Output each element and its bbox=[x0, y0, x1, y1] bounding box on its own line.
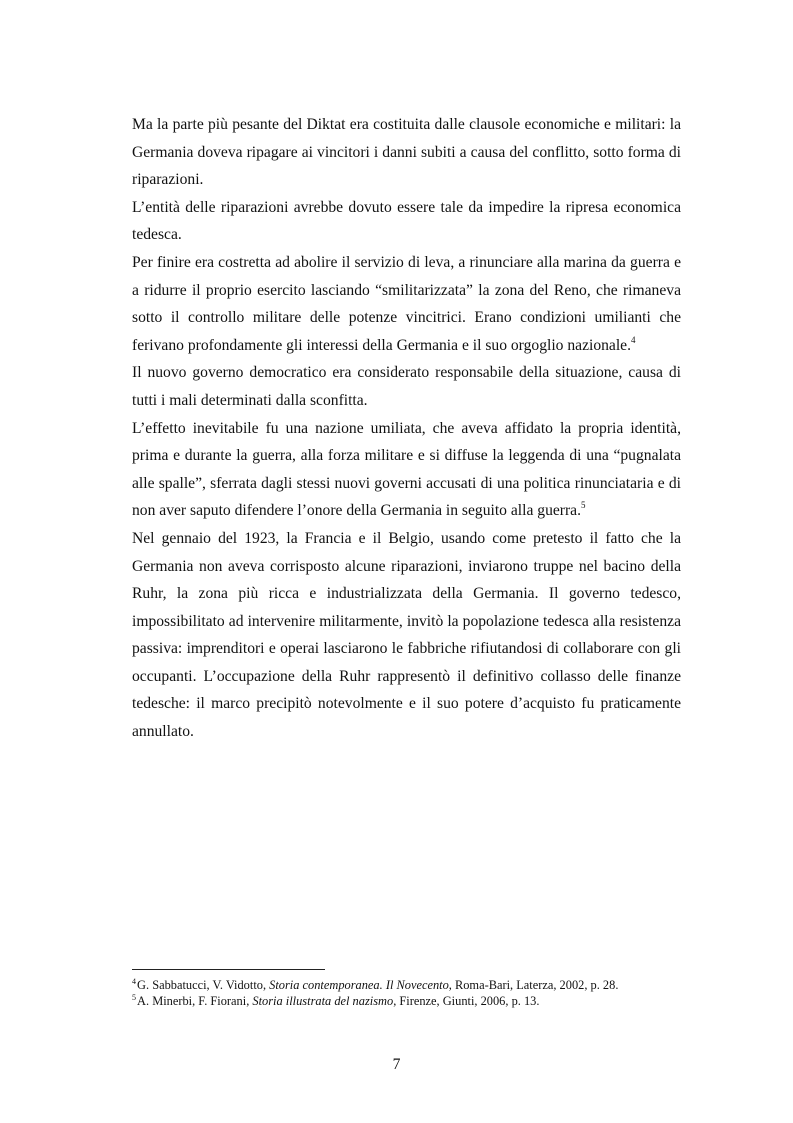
footnote-number: 4 bbox=[132, 977, 136, 986]
footnote-title: Storia contemporanea. Il Novecento bbox=[269, 978, 449, 992]
paragraph: Il nuovo governo democratico era considerato responsabile della situazione, causa di tutti i mali determinati dalla sconfitta. bbox=[132, 364, 681, 409]
paragraph: Nel gennaio del 1923, la Francia e il Belgio, usando come pretesto il fatto che la Germania non aveva corrisposto alcune riparazioni, inviarono truppe nel bacino della Ruhr, la zona più ricca e industrializzata della Germania. Il governo tedesco, impossibilitato ad intervenire militarmente, invitò la popolazione tedesca alla resistenza passiva: imprenditori e operai lasciarono le fabbriche rifiutandosi di collaborare con gli occupanti. L’occupazione della Ruhr rappresentò il definitivo collasso delle finanze tedesche: il marco precipitò notevolmente e il suo potere d’acquisto fu praticamente annullato. bbox=[132, 529, 681, 741]
footnote-separator bbox=[132, 969, 325, 970]
footnotes bbox=[132, 977, 692, 1009]
footnote bbox=[132, 977, 692, 993]
footnote-title: Storia illustrata del nazismo bbox=[252, 994, 394, 1008]
footnote-number: 5 bbox=[132, 993, 136, 1002]
footnote-authors: A. Minerbi, F. Fiorani, bbox=[137, 994, 253, 1008]
footnote-publication: , Roma-Bari, Laterza, 2002, p. 28. bbox=[448, 978, 619, 992]
paragraph: Per finire era costretta ad abolire il servizio di leva, a rinunciare alla marina da guerra e a ridurre il proprio esercito lasciando “smilitarizzata” la zona del Reno, che rimaneva sotto il controllo militare delle potenze vincitrici. Erano condizioni umilianti che ferivano profondamente gli interessi della Germania e il suo orgoglio nazionale.$^4$ bbox=[132, 253, 681, 354]
page-number: 7 bbox=[392, 1056, 401, 1073]
footnote-ref[interactable]: 4 bbox=[631, 334, 636, 345]
body-text bbox=[132, 111, 681, 746]
paragraph: L’entità delle riparazioni avrebbe dovuto essere tale da impedire la ripresa economica tedesca. bbox=[132, 198, 681, 244]
footnote bbox=[132, 993, 692, 1009]
footnote-publication: , Firenze, Giunti, 2006, p. 13. bbox=[393, 994, 540, 1008]
footnote-authors: G. Sabbatucci, V. Vidotto, bbox=[137, 978, 270, 992]
paragraph: L’effetto inevitabile fu una nazione umiliata, che aveva affidato la propria identità, prima e durante la guerra, alla forza militare e si diffuse la leggenda di una “pugnalata alle spalle”, sferrata dagli stessi nuovi governi accusati di una politica rinunciataria e di non aver saputo difendere l’onore della Germania in seguito alla guerra.$^5$ bbox=[132, 419, 681, 520]
footnote-ref[interactable]: 5 bbox=[581, 500, 586, 511]
paragraph: Ma la parte più pesante del Diktat era costituita dalle clausole economiche e militari: la Germania doveva ripagare ai vincitori i danni subiti a causa del conflitto, sotto forma di riparazioni. bbox=[132, 116, 681, 189]
